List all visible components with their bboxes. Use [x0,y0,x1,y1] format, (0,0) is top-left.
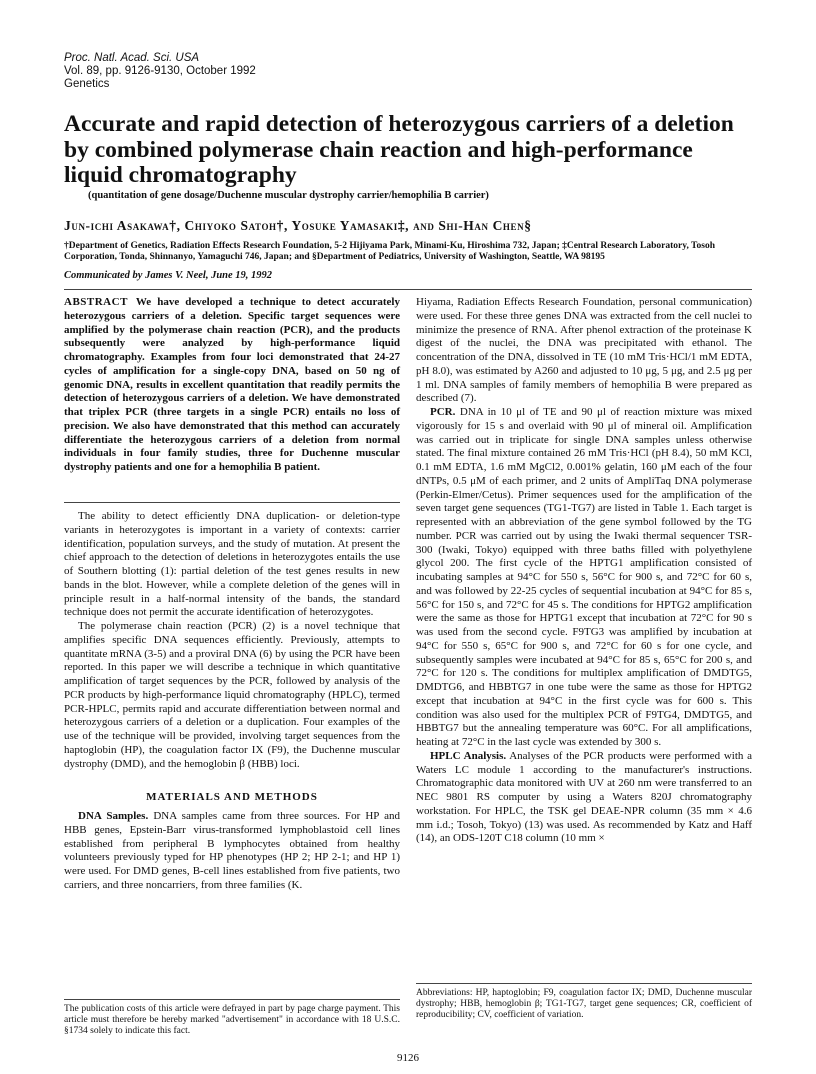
page-number: 9126 [397,1052,419,1064]
intro-paragraph-1: The ability to detect efficiently DNA duplication- or deletion-type variants in heterozygotes is important in a variety of contexts: carrier identification, population surveys, and the study of mutation. At present the chief approach to the detection of deletions in heterozygotes entails the use of Southern blotting (1): partial deletion of the test genes results in new bands in the blot. However, while a complete deletion of the genes will in principle result in a half-normal intensity of the bands, the standard technique does not permit the accurate identification of heterozygotes. [64,510,400,619]
hplc-heading: HPLC Analysis. [430,749,507,762]
methods-left-column [64,810,400,893]
pcr-heading: PCR. [430,406,456,418]
communicated-by: Communicated by James V. Neel, June 19, 1992 [64,270,273,281]
abstract-divider [64,502,400,503]
journal-section: Genetics [64,78,110,90]
pcr-paragraph [416,406,752,750]
dna-samples-text: DNA samples came from three sources. For HP and HBB genes, Epstein-Barr virus-transformed lymphoblastoid cell lines established from peripheral B lymphocytes obtained from healthy volunteers previously typed for HP phenotypes (HP 2; HP 2-1; and HP 1) were used. For DMD genes, B-cell lines established from five patients, two carriers, and three noncarriers, from three families (K. [64,810,401,891]
dna-samples-heading: DNA Samples. [78,810,149,822]
footnote-divider-right [416,983,752,984]
article-title: Accurate and rapid detection of heterozygous carriers of a deletion by combined polymerase chain reaction and high-performance liquid chromatography [64,111,734,188]
header-divider [64,289,752,290]
footnote-divider-left [64,999,400,1000]
affiliations: †Department of Genetics, Radiation Effects Research Foundation, 5-2 Hijiyama Park, Minami-Ku, Hiroshima 732, Japan; ‡Central Research Laboratory, Tosoh Corporation, Tonda, Shinnanyo, Yamaguchi 746, Japan; and §Department of Pediatrics, University of Washington, Seattle, WA 98195 [64,241,715,262]
keywords: (quantitation of gene dosage/Duchenne muscular dystrophy carrier/hemophilia B carrier) [88,190,489,201]
hplc-paragraph [416,750,752,846]
journal-name: Proc. Natl. Acad. Sci. USA [64,52,200,64]
methods-right-column [416,296,752,846]
authors: Jun-ichi Asakawa†, Chiyoko Satoh†, Yosuke Yamasaki‡, and Shi-Han Chen§ [64,218,532,233]
hplc-text: Analyses of the PCR products were performed with a Waters LC module 1 according to the manufacturer's instructions. Chromatographic data monitored with UV at 260 nm were transferred to an NEC 9801 RS computer by using a Waters 820J chromatography workstation. For HPLC, the TSK gel DEAE-NPR column (35 mm × 4.6 mm i.d.; Tosoh, Tokyo) (13) was used. As recommended by Katz and Haff (14), an ODS-120T C18 column (10 mm × [416,749,752,845]
methods-section-title: MATERIALS AND METHODS [146,791,318,803]
intro-paragraph-2: The polymerase chain reaction (PCR) (2) is a novel technique that amplifies specific DNA sequences efficiently. Previously, attempts to quantitate mRNA (3-5) and a proviral DNA (6) by using the PCR have been reported. In this paper we will describe a technique in which quantitative amplification of target sequences by the PCR, followed by analysis of the PCR products by high-performance liquid chromatography (HPLC), termed PCR-HPLC, permits rapid and accurate differentiation between normal and heterozygous carriers of a deletion or a duplication. Four examples of the use of the technique will be provided, involving target sequences from the haptoglobin (HP), the coagulation factor IX (F9), the Duchenne muscular dystrophy (DMD), and the hemoglobin β (HBB) loci. [64,620,400,770]
journal-header [64,52,256,91]
abstract-text: We have developed a technique to detect accurately heterozygous carriers of a deletion. Specific target sequences were amplified by the polymerase chain reaction (PCR), and the products subsequently were analyzed by high-performance liquid chromatography. Examples from four loci demonstrated that 24-27 cycles of amplification for a single-copy DNA, based on 50 ng of genomic DNA, results in excellent quantitation that readily permits the detection of heterozygous carriers of a deletion. We have demonstrated that triplex PCR (three targets in a single PCR) entails no loss of precision. We also have demonstrated that this method can accurately differentiate the heterozygous carriers of a deletion from normal individuals in four family studies, three for Duchenne muscular dystrophy patients and one for a hemophilia B patient. [64,296,400,473]
pcr-text: DNA in 10 μl of TE and 90 μl of reaction mixture was mixed vigorously for 15 s and overlaid with 90 μl of mineral oil. Amplification was carried out in triplicate for single DNA samples unless otherwise stated. The final mixture contained 26 mM Tris·HCl (pH 8.4), 50 mM KCl, 0.1 mM EDTA, 1.6 mM MgCl2, 0.001% gelatin, 160 μM each of the four dNTPs, 0.5 μM of each primer, and 2 units of AmpliTaq DNA polymerase (Perkin-Elmer/Cetus). Primer sequences used for the amplification of the seven target gene sequences (TG1-TG7) are listed in Table 1. Each target is represented with an abbreviation of the gene symbol followed by the TG number. PCR was carried out by using the Iwaki thermal sequencer TSR-300 (Iwaki, Tokyo) equipped with three baths filled with polyethylene glycol 200. The first cycle of the HPTG1 amplification consisted of incubating samples at 94°C for 550 s, 56°C for 900 s, and 72°C for 60 s, and was followed by 22-25 cycles of sequential incubation at 94°C for 85 s, 56°C for 150 s, and 72°C for 45 s. The conditions for HPTG2 amplification were the same as those for HPTG1 except that incubation at 72°C for 90 s was used from the second cycle. F9TG3 was amplified by incubation at 94°C for 550 s, 65°C for 900 s, and 72°C for 60 s for one cycle, and subsequently samples were incubated at 94°C for 85 s, 65°C for 200 s, and 72°C for 120 s. The conditions for multiplex amplification of DMDTG5, DMDTG6, and HBBTG7 in one tube were the same as those for HPTG2 except that incubation at 94°C in the first cycle was for 600 s. This condition was also used for the multiplex PCR of F9TG4, DMDTG5, and HBBTG7 but the annealing temperature was 60°C. For all amplifications, heating at 72°C in the last cycle was extended by 300 s. [416,406,752,748]
abstract [64,296,400,475]
introduction [64,510,400,771]
dna-samples-continued: Hiyama, Radiation Effects Research Foundation, personal communication) were used. For these three genes DNA was extracted from the cell nuclei to minimize the presence of RNA. After phenol extraction of the proteinase K digest of the nuclei, the DNA was precipitated with ethanol. The concentration of the DNA, dissolved in TE (10 mM Tris·HCl/1 mM EDTA, pH 8.0), was estimated by A260 and adjusted to 10 μg, 5 μg, and 2.5 μg per 1 ml. DNA samples of family members of hemophilia B were prepared as described (7). [416,296,752,405]
dna-samples-paragraph [64,810,400,893]
volume-line: Vol. 89, pp. 9126-9130, October 1992 [64,65,256,77]
abbreviations-footnote: Abbreviations: HP, haptoglobin; F9, coagulation factor IX; DMD, Duchenne muscular dystrophy; HBB, hemoglobin β; TG1-TG7, target gene sequences; CR, coefficient of reproducibility; CV, coefficient of variation. [416,988,752,1020]
publication-costs-footnote: The publication costs of this article were defrayed in part by page charge payment. This article must therefore be hereby marked "advertisement" in accordance with 18 U.S.C. §1734 solely to indicate this fact. [64,1004,400,1036]
abstract-heading: ABSTRACT [64,296,128,308]
